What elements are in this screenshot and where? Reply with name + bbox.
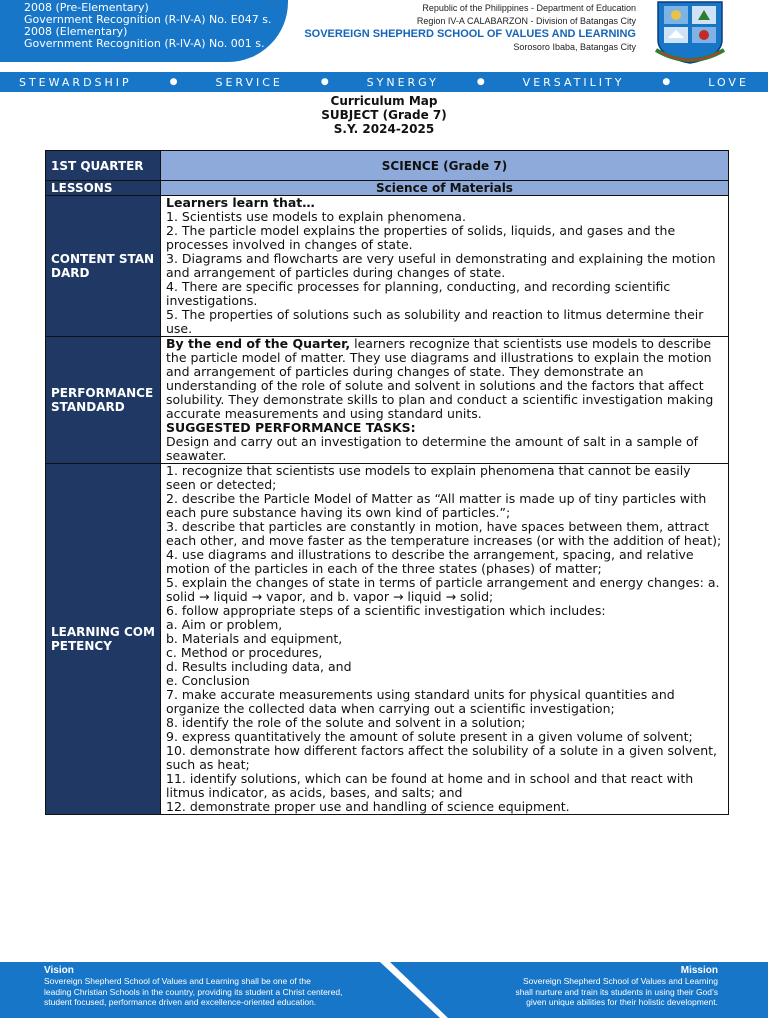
performance-standard-label: PERFORMANCE STANDARD — [46, 337, 161, 464]
content-standard-item: 1. Scientists use models to explain phenomena. — [166, 209, 466, 224]
competency-item: 2. describe the Particle Model of Matter as “All matter is made up of tiny particles with each pure substance having its own kind of particles.”; — [166, 491, 707, 520]
content-standard-intro: Learners learn that… — [166, 195, 315, 210]
performance-tasks-heading: SUGGESTED PERFORMANCE TASKS: — [166, 420, 416, 435]
region-line: Region IV-A CALABARZON - Division of Batangas City — [416, 16, 636, 26]
vision-line: leading Christian Schools in the country, providing its student a Christ centered, — [44, 986, 343, 997]
performance-lead-bold: By the end of the Quarter, — [166, 336, 351, 351]
republic-line: Republic of the Philippines - Department of Education — [422, 3, 636, 13]
title-curriculum-map: Curriculum Map — [330, 94, 438, 108]
content-standard-item: 5. The properties of solutions such as solubility and reaction to litmus determine their use. — [166, 307, 704, 336]
document-title — [0, 94, 768, 136]
competency-item: 9. express quantitatively the amount of solute present in a given volume of solvent; — [166, 729, 693, 744]
bullet-separator: ● — [476, 77, 485, 87]
bullet-separator: ● — [169, 77, 178, 87]
accreditation-line: Government Recognition (R-IV-A) No. E047 s. — [24, 13, 272, 26]
competency-item: 4. use diagrams and illustrations to describe the arrangement, spacing, and relative motion of the particles in each of the three states (phases) of matter; — [166, 547, 694, 576]
competency-item: 7. make accurate measurements using standard units for physical quantities and organize the collected data when carrying out a scientific investigation; — [166, 687, 675, 716]
curriculum-map-table — [45, 150, 729, 815]
competency-item: a. Aim or problem, — [166, 617, 283, 632]
competency-item: e. Conclusion — [166, 673, 250, 688]
value-item: STEWARDSHIP — [18, 75, 132, 89]
vision-block — [44, 965, 342, 1008]
learning-competency-cell — [161, 464, 729, 815]
competency-item: b. Materials and equipment, — [166, 631, 343, 646]
mission-block — [515, 965, 718, 1008]
lessons-label: LESSONS — [46, 181, 161, 196]
accreditation-line: Government Recognition (R-IV-A) No. 001 s. — [24, 37, 265, 50]
mission-title: Mission — [680, 965, 718, 976]
table-row — [46, 464, 729, 815]
table-row — [46, 196, 729, 337]
content-standard-item: 4. There are specific processes for planning, conducting, and recording scientific investigations. — [166, 279, 671, 308]
vision-title: Vision — [44, 965, 74, 976]
mission-line: shall nurture and train its students in using their God’s — [515, 986, 718, 997]
vision-line: Sovereign Shepherd School of Values and Learning shall be one of the — [44, 976, 311, 986]
content-standard-item: 2. The particle model explains the properties of solids, liquids, and gases and the processes involved in changes of state. — [166, 223, 676, 252]
performance-lead-rest: learners recognize that scientists use models to describe the particle model of matter. They use diagrams and illustrations to explain the motion and arrangement of particles during changes of state. They demonstrate an understanding of the role of solute and solvent in solutions and the factors that affect solubility. They demonstrate skills to plan and conduct a scientific investigation making accurate measurements and using standard units. — [166, 336, 714, 421]
vision-line: student focused, performance driven and excellence-oriented education. — [44, 997, 317, 1007]
core-values-bar — [0, 72, 768, 92]
subject-header: SCIENCE (Grade 7) — [161, 151, 729, 181]
school-seal-logo — [650, 0, 730, 64]
value-item: SYNERGY — [366, 75, 439, 89]
content-standard-cell — [161, 196, 729, 337]
mission-line: given unique abilities for their holistic development. — [526, 997, 718, 1007]
competency-item: 3. describe that particles are constantly in motion, have spaces between them, attract each other, and move faster as the temperature increases (or with the addition of heat); — [166, 519, 722, 548]
competency-item: 1. recognize that scientists use models to explain phenomena that cannot be easily seen or detected; — [166, 463, 691, 492]
competency-item: d. Results including data, and — [166, 659, 352, 674]
performance-tasks-text: Design and carry out an investigation to determine the amount of salt in a sample of seawater. — [166, 434, 699, 463]
content-standard-item: 3. Diagrams and flowcharts are very useful in demonstrating and explaining the motion and arrangement of particles during changes of state. — [166, 251, 716, 280]
competency-item: 12. demonstrate proper use and handling of science equipment. — [166, 799, 570, 814]
competency-item: 5. explain the changes of state in terms of particle arrangement and energy changes: a. solid → liquid → vapor, and b. vapor → liquid → solid; — [166, 575, 720, 604]
school-name: SOVEREIGN SHEPHERD SCHOOL OF VALUES AND LEARNING — [304, 28, 636, 40]
header-school-info — [304, 2, 636, 53]
bullet-separator: ● — [320, 77, 329, 87]
competency-item: 6. follow appropriate steps of a scientific investigation which includes: — [166, 603, 606, 618]
performance-standard-cell — [161, 337, 729, 464]
value-item: LOVE — [708, 75, 749, 89]
table-row — [46, 337, 729, 464]
mission-line: Sovereign Shepherd School of Values and Learning — [522, 976, 718, 986]
lessons-value: Science of Materials — [161, 181, 729, 196]
competency-item: 8. identify the role of the solute and solvent in a solution; — [166, 715, 526, 730]
value-item: VERSATILITY — [522, 75, 625, 89]
table-row — [46, 181, 729, 196]
learning-competency-label: LEARNING COMPETENCY — [46, 464, 161, 815]
content-standard-label: CONTENT STANDARD — [46, 196, 161, 337]
school-address: Sorosoro Ibaba, Batangas City — [513, 42, 636, 52]
header-accreditation-banner — [0, 0, 288, 62]
competency-item: 11. identify solutions, which can be found at home and in school and that react with litmus indicator, as acids, bases, and salts; and — [166, 771, 694, 800]
accreditation-line: 2008 (Pre-Elementary) — [24, 1, 149, 14]
competency-item: c. Method or procedures, — [166, 645, 323, 660]
table-row — [46, 151, 729, 181]
title-school-year: S.Y. 2024-2025 — [333, 122, 435, 136]
competency-item: 10. demonstrate how different factors affect the solubility of a solute in a given solvent, such as heat; — [166, 743, 718, 772]
quarter-label: 1ST QUARTER — [46, 151, 161, 181]
title-subject: SUBJECT (Grade 7) — [321, 108, 447, 122]
accreditation-line: 2008 (Elementary) — [24, 25, 128, 38]
value-item: SERVICE — [215, 75, 283, 89]
performance-standard-text — [166, 337, 723, 421]
bullet-separator: ● — [662, 77, 671, 87]
